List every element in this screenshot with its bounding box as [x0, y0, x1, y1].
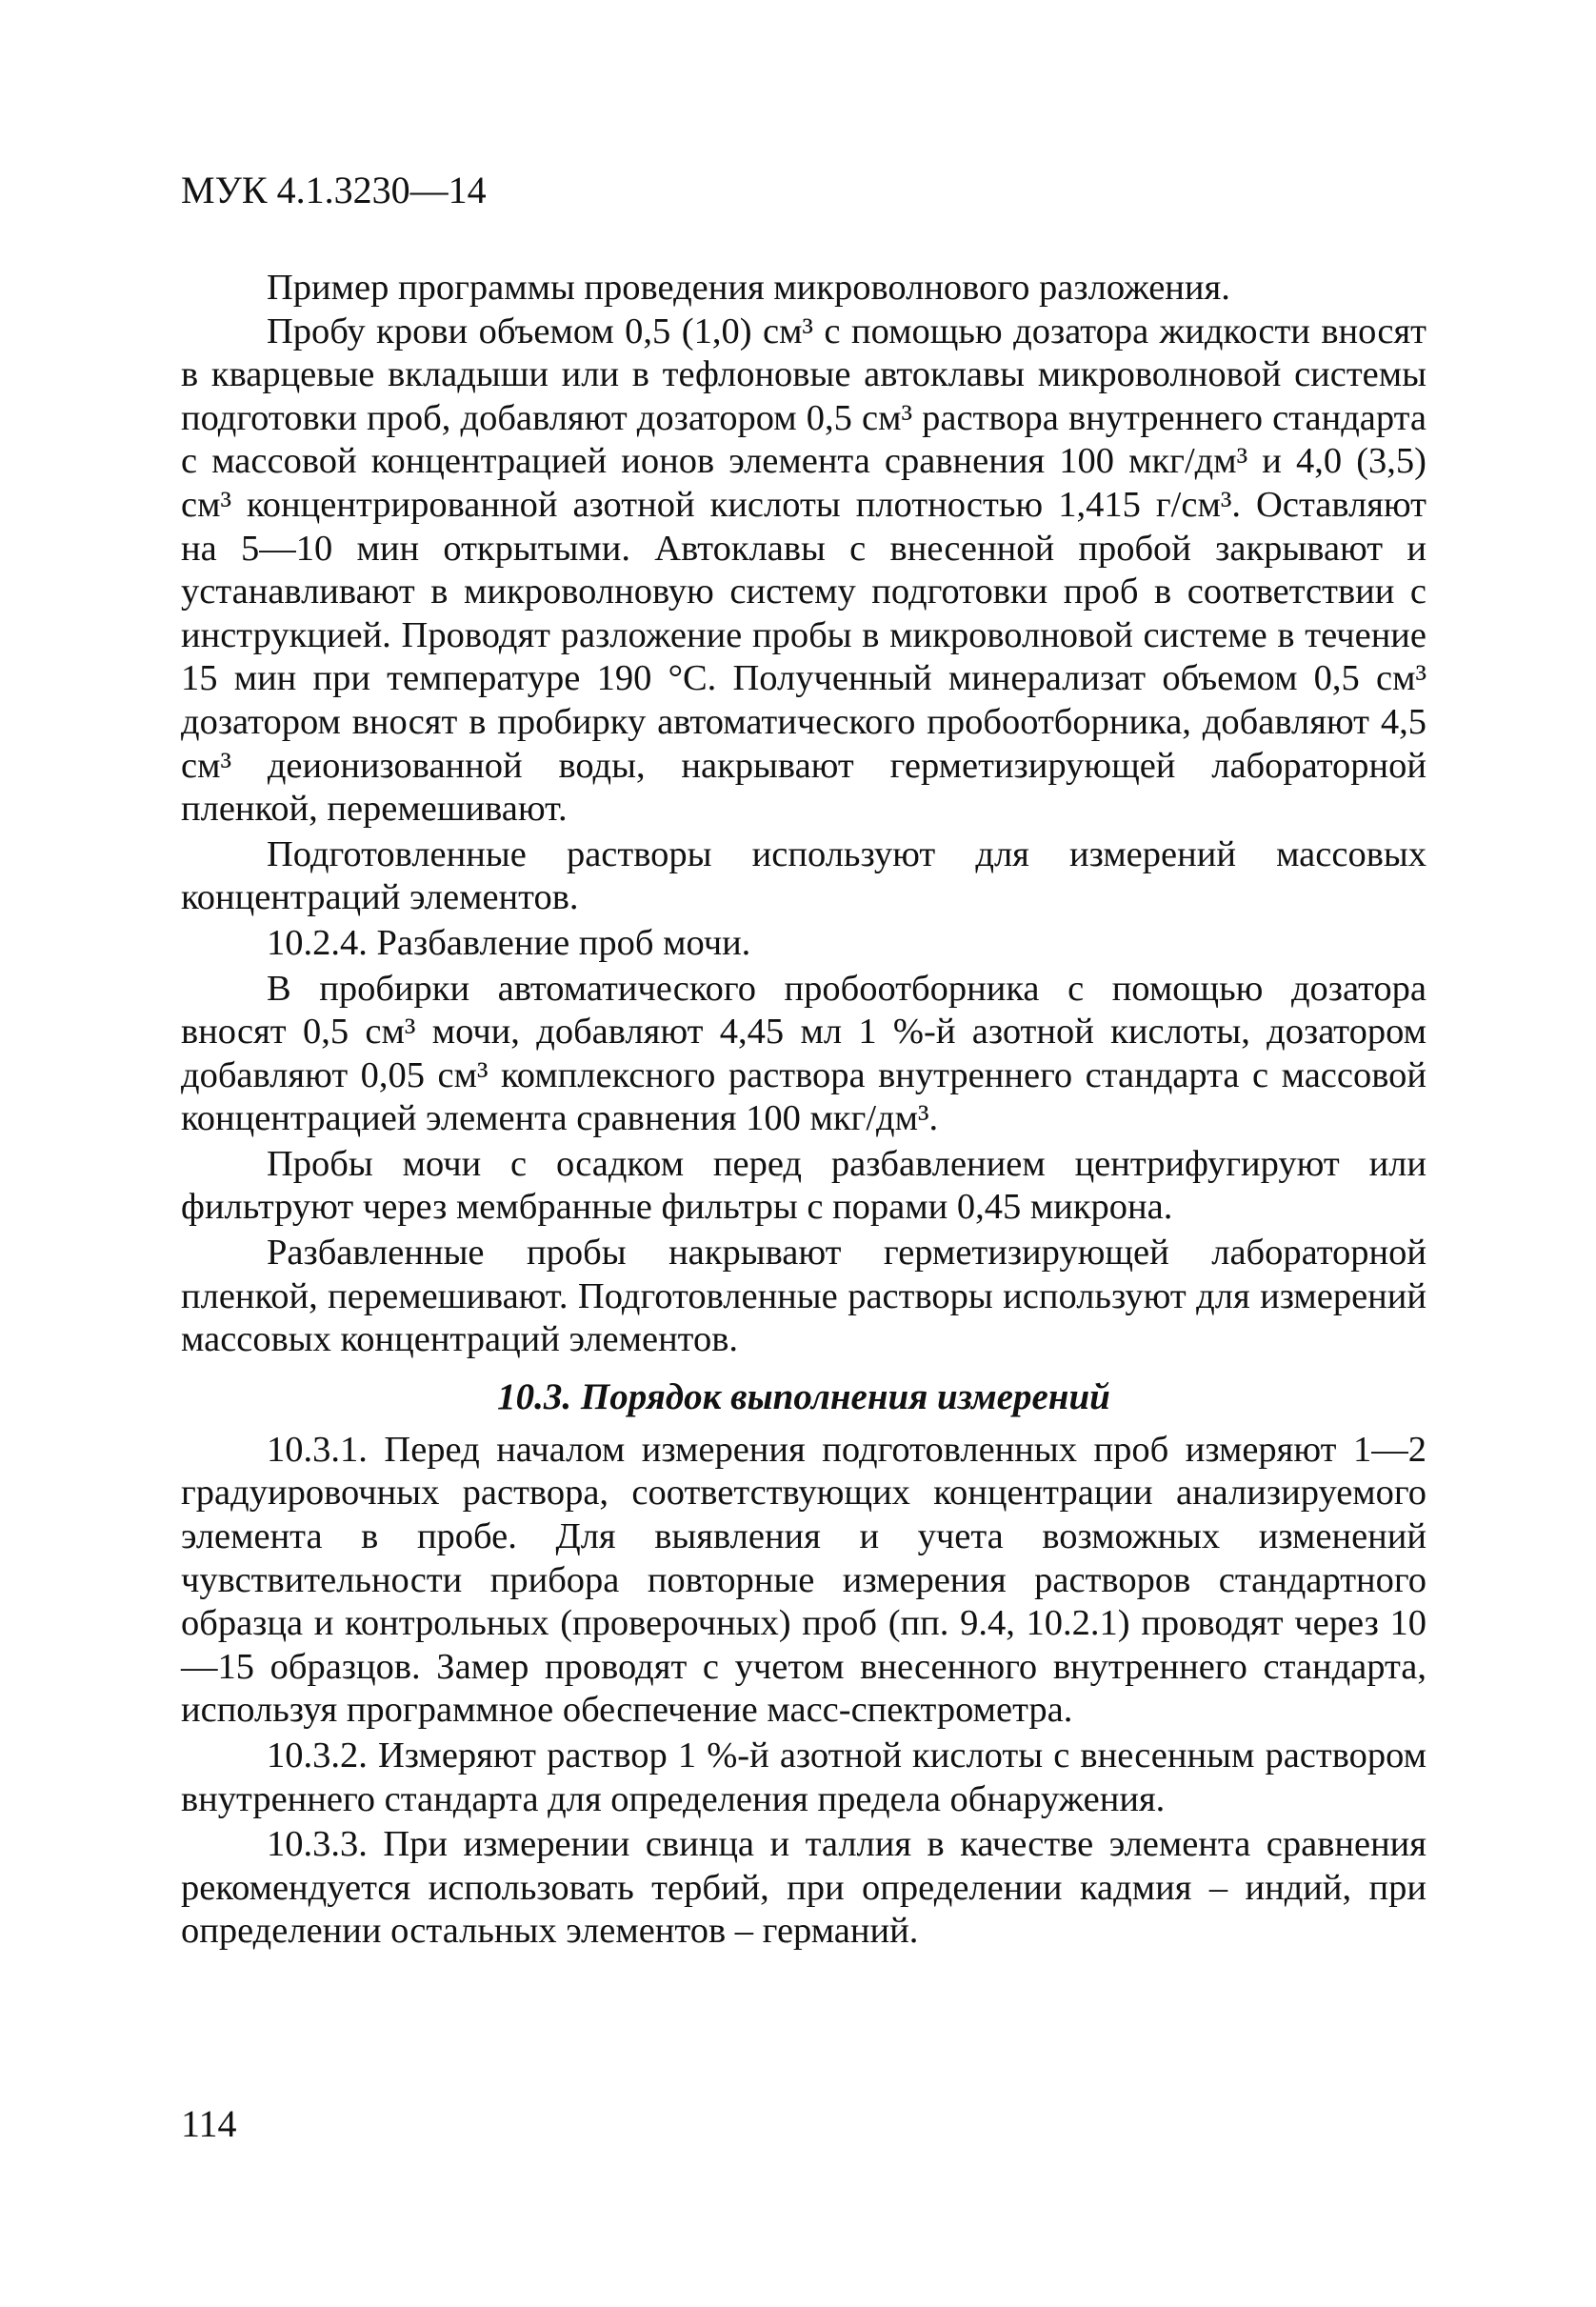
- paragraph-urine-filtering: Пробы мочи с осадком перед разбавлением центрифугируют или фильтруют через мембранные фильтры с порами 0,45 микрона.: [181, 1143, 1426, 1228]
- paragraph-prepared-solutions: Подготовленные растворы используют для измерений массовых концентраций элементов.: [181, 833, 1426, 918]
- document-body: [181, 267, 1426, 1954]
- document-header: МУК 4.1.3230—14: [181, 169, 487, 211]
- paragraph-10-3-1: 10.3.1. Перед началом измерения подготовленных проб измеряют 1—2 градуировочных раствора, соответствующих концентрации анализируемого элемента в пробе. Для выявления и учета возможных изменений чувствительности прибора повторные измерения растворов стандартного образца и контрольных (проверочных) проб (пп. 9.4, 10.2.1) проводят через 10—15 образцов. Замер проводят с учетом внесенного внутреннего стандарта, используя программное обеспечение масс-спектрометра.: [181, 1429, 1426, 1731]
- paragraph-diluted-samples: Разбавленные пробы накрывают герметизирующей лабораторной пленкой, перемешивают. Подготовленные растворы используют для измерений массовых концентраций элементов.: [181, 1233, 1426, 1360]
- paragraph-urine-dilution: В пробирки автоматического пробоотборника с помощью дозатора вносят 0,5 см³ мочи, добавляют 4,45 мл 1 %-й азотной кислоты, дозатором добавляют 0,05 см³ комплексного раствора внутреннего стандарта с массовой концентрацией элемента сравнения 100 мкг/дм³.: [181, 968, 1426, 1139]
- paragraph-example-intro: Пример программы проведения микроволнового разложения.: [267, 268, 1230, 308]
- paragraph-10-3-3: 10.3.3. При измерении свинца и таллия в качестве элемента сравнения рекомендуется использовать тербий, при определении кадмия – индий, при определении остальных элементов – германий.: [181, 1824, 1426, 1952]
- section-heading: 10.3. Порядок выполнения измерений: [497, 1375, 1110, 1417]
- page-number: 114: [181, 2102, 237, 2145]
- paragraph-10-3-2: 10.3.2. Измеряют раствор 1 %-й азотной кислоты с внесенным раствором внутреннего стандарта для определения предела обнаружения.: [181, 1735, 1426, 1819]
- paragraph-urine-dilution-title: 10.2.4. Разбавление проб мочи.: [267, 922, 751, 963]
- paragraph-blood-sample: Пробу крови объемом 0,5 (1,0) см³ с помощью дозатора жидкости вносят в кварцевые вкладыши или в тефлоновые автоклавы микроволновой системы подготовки проб, добавляют дозатором 0,5 см³ раствора внутреннего стандарта с массовой концентрацией ионов элемента сравнения 100 мкг/дм³ и 4,0 (3,5) см³ концентрированной азотной кислоты плотностью 1,415 г/см³. Оставляют на 5—10 мин открытыми. Автоклавы с внесенной пробой закрывают и устанавливают в микроволновую систему подготовки проб в соответствии с инструкцией. Проводят разложение пробы в микроволновой системе в течение 15 мин при температуре 190 °С. Полученный минерализат объемом 0,5 см³ дозатором вносят в пробирку автоматического пробоотборника, добавляют 4,5 см³ деионизованной воды, накрывают герметизирующей лабораторной пленкой, перемешивают.: [181, 311, 1426, 830]
